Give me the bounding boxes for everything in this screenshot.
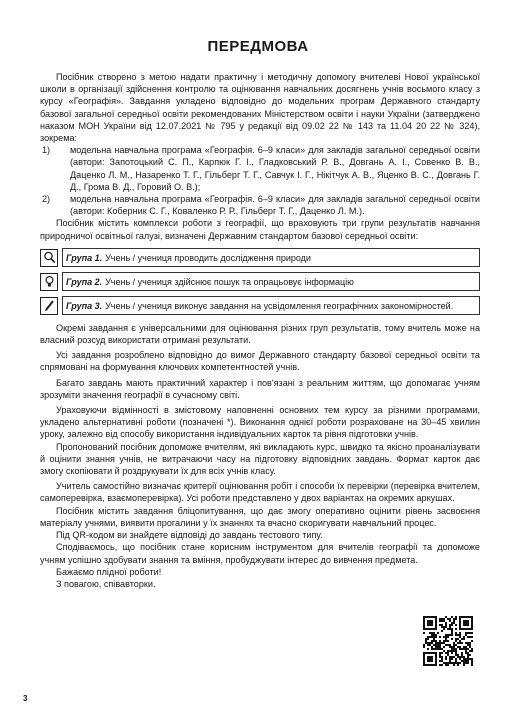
lightbulb-icon [40, 273, 58, 291]
program-item [40, 144, 480, 193]
program-text: модельна навчальна програма «Географія. 6–9 класи» для закладів загальної середньої освіти (автори: Запотоцький С. П., Карпюк Г. І., Гладковський Р. В., Довгань А. І., Совенко В. В., Даценко Л. М., Назаренко Т. Г., Гільберг Т. Г., Савчук І. Г., Нікітчук А. В., Яценко В. С., Довгань Г. Д., Грома В. Д., Горовий О. В.); [70, 145, 480, 192]
body-paragraph: Усі завдання розроблено відповідно до вимог Державного стандарту базової середньої освіти та спрямовані на формування ключових компетентностей учнів. [40, 350, 480, 373]
group-text: Учень / учениця виконує завдання на усвідомлення географічних закономірностей. [105, 300, 454, 311]
program-list [40, 144, 480, 217]
group-text: Учень / учениця проводить дослідження природи [105, 252, 311, 263]
group-label: Група 1. [66, 252, 103, 263]
body-paragraph: Окремі завдання є універсальними для оцінювання різних груп результатів, тому вчитель може на власний розсуд використати отримані результати. [40, 322, 480, 346]
group-1 [40, 248, 480, 268]
pen-icon [40, 297, 58, 315]
program-item [40, 193, 480, 217]
group-box [62, 272, 480, 291]
body-paragraph: Пропонований посібник допоможе вчителям, які викладають курс, швидко та якісно проаналізувати й оцінити знання учнів, не витрачаючи часу на підготовку відповідних завдань. Формат карток дає змогу скопіювати й роздрукувати їх для всіх учнів класу. [40, 441, 480, 477]
signature-line: З повагою, співавторки. [56, 578, 156, 589]
group-label: Група 2. [66, 276, 103, 287]
intro-paragraph: Посібник створено з метою надати практичну і методичну допомогу вчителеві Нової української школи в організації здійснення контролю та оцінювання навчальних досягнень учнів восьмого класу з курсу «Географія». Завдання укладено відповідно до модельних програм Державного стандарту базової загальної середньої освіти рекомендованих Міністерством освіти і науки України (затверджено наказом МОН України від 12.07.2021 № 795 у редакції від 09.02 22 № 143 та 11.04 20 22 № 324), зокрема: [40, 72, 480, 144]
body-paragraph: Сподіваємось, що посібник стане корисним інструментом для вчителів географії та допоможе учням успішно здобувати знання та вміння, пробуджувати інтерес до вивчення предмета. [40, 542, 480, 565]
program-number: 1) [42, 145, 51, 156]
group-box [62, 248, 480, 267]
complex-paragraph: Посібник містить комплекси роботи з географії, що враховують три групи результатів навчання природничої освітньої галузі, визначені Державним стандартом базової середньої освіти: [40, 218, 480, 241]
program-text: модельна навчальна програма «Географія. 6–9 класи» для закладів загальної середньої освіти (автори: Коберник С. Г., Коваленко Р. Р., Гільберг Т. Г., Даценко Л. М.). [70, 194, 480, 217]
body-paragraph: Учитель самостійно визначає критерії оцінювання робіт і способи їх перевірки (перевірка вчителем, самоперевірка, взаємоперевірка). Усі роботи представлено у двох варіантах на окремих аркушах. [40, 481, 480, 504]
body-paragraph: Посібник містить завдання бліцопитування, що дає змогу оперативно оцінити рівень засвоєння матеріалу учнями, виявити прогалини у їх знаннях та вчасно скоригувати навчальний процес. [40, 505, 480, 528]
body-paragraph: Під QR-кодом ви знайдете відповіді до завдань тестового типу. [56, 530, 323, 541]
closing-wish: Бажаємо плідної роботи! [56, 566, 162, 577]
page-number: 3 [23, 694, 28, 703]
result-groups [40, 248, 480, 316]
group-label: Група 3. [66, 300, 103, 311]
qr-code [423, 616, 473, 666]
body-paragraph: Ураховуючи відмінності в змістовому наповненні основних тем курсу за різними програмами, укладено альтернативні роботи (позначені *). Виконання однієї роботи розраховане на 30–45 хвилин уроку, залежно від способу використання індивідуальних карток та рівня підготовки учнів. [40, 405, 480, 440]
group-box [62, 296, 480, 315]
group-2 [40, 272, 480, 292]
magnifier-icon [40, 249, 58, 267]
body-paragraph: Багато завдань мають практичний характер і пов'язані з реальним життям, що допомагає учням зрозуміти значення географії в сучасному світі. [40, 377, 480, 400]
program-number: 2) [42, 194, 51, 205]
group-3 [40, 296, 480, 316]
group-text: Учень / учениця здійснює пошук та опрацьовує інформацію [105, 276, 354, 287]
page-title: ПЕРЕДМОВА [207, 38, 309, 55]
page-body [40, 71, 480, 590]
